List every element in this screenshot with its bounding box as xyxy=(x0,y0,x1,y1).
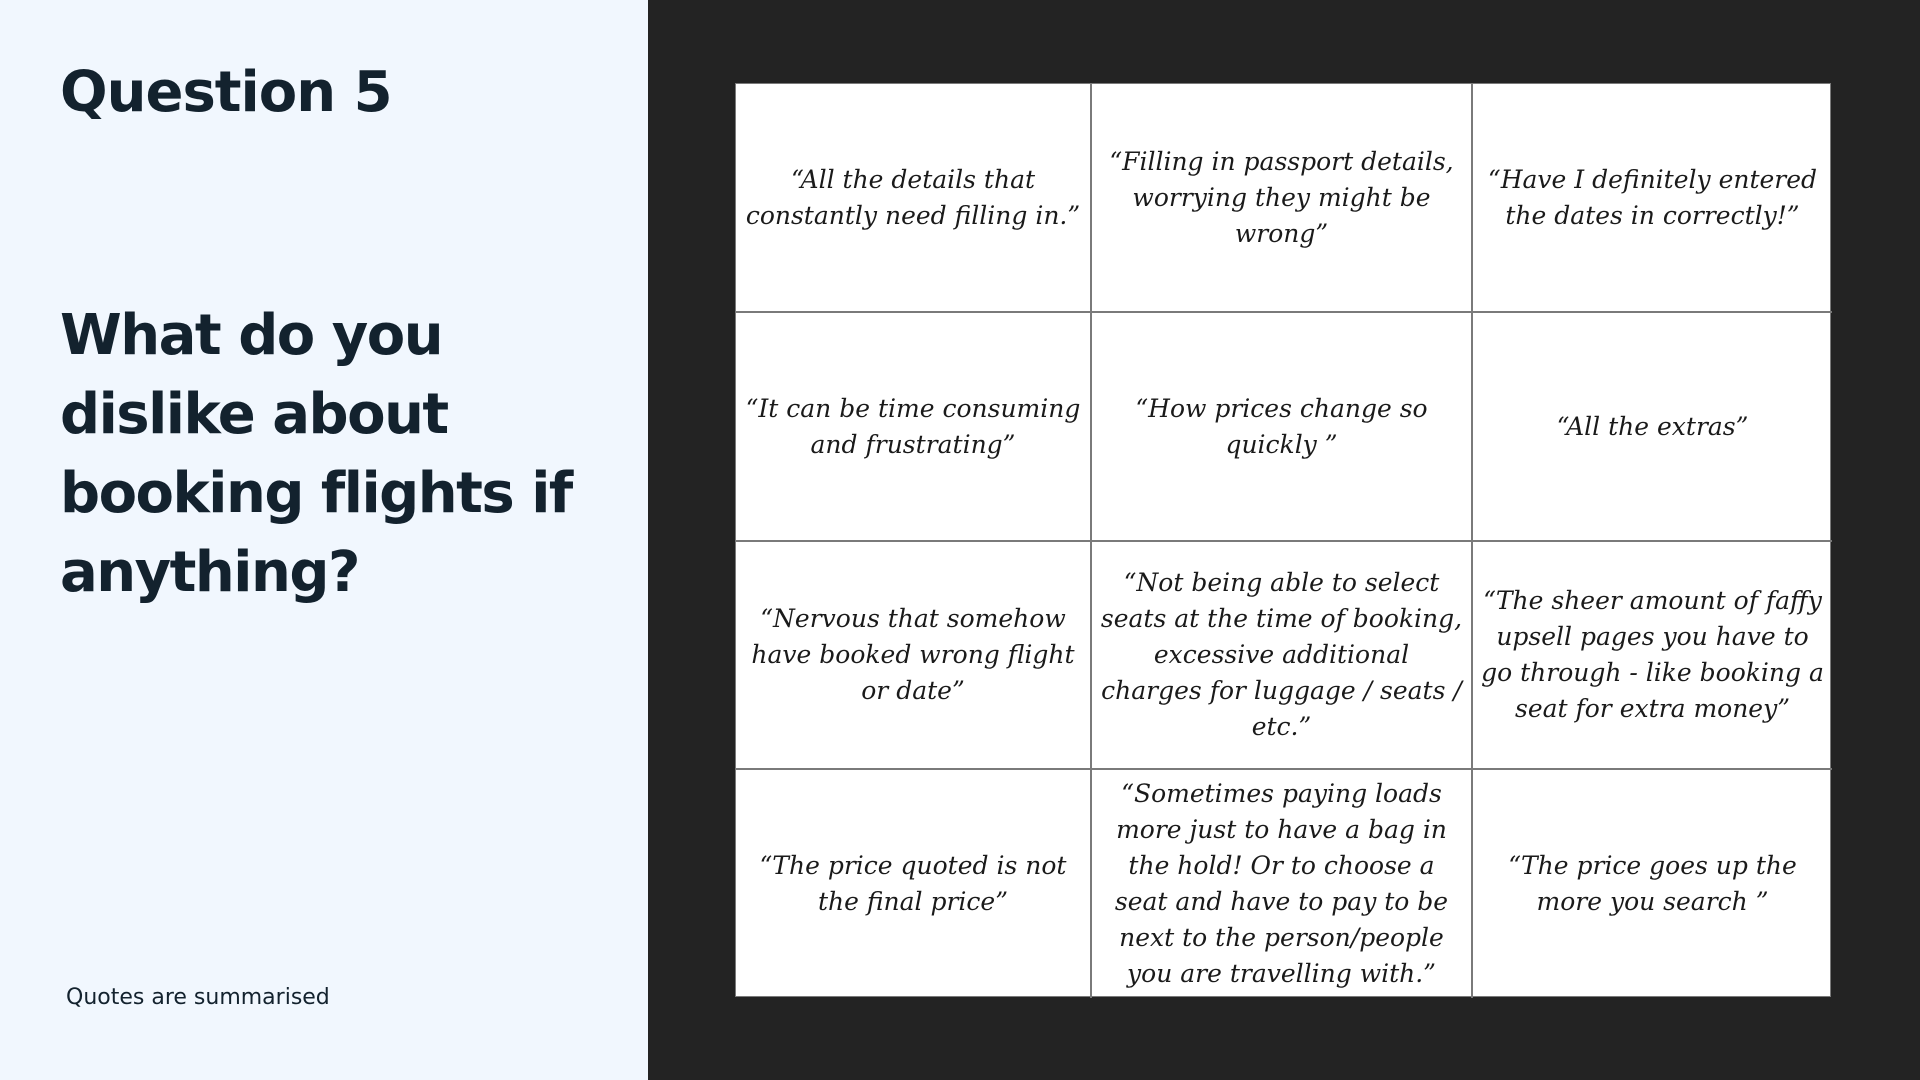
quote-grid xyxy=(735,83,1831,997)
quote-text: “The price quoted is not the final price” xyxy=(759,851,1067,916)
quote-text: “All the extras” xyxy=(1556,411,1749,441)
quote-text: “Nervous that somehow have booked wrong flight or date” xyxy=(751,604,1075,705)
quote-text: “All the details that constantly need filling in.” xyxy=(745,164,1081,230)
quote-cell xyxy=(1092,84,1473,313)
left-panel xyxy=(0,0,648,1080)
quote-text: “It can be time consuming and frustrating” xyxy=(745,393,1081,459)
quote-cell xyxy=(1092,770,1473,998)
footnote: Quotes are summarised xyxy=(66,985,330,1010)
quote-cell xyxy=(1092,313,1473,542)
slide-label: Question 5 xyxy=(60,60,392,125)
quote-cell xyxy=(1473,770,1832,998)
quote-text: “The price goes up the more you search ” xyxy=(1508,851,1797,916)
quote-cell xyxy=(1473,84,1832,313)
quote-text: “How prices change so quickly ” xyxy=(1135,393,1428,459)
quote-cell xyxy=(1473,542,1832,770)
quote-text: “Have I definitely entered the dates in correctly!” xyxy=(1487,164,1818,230)
quote-text: “Not being able to select seats at the time of booking, excessive additional charges for luggage / seats / etc.” xyxy=(1100,568,1463,741)
quote-cell xyxy=(1092,542,1473,770)
quote-text: “The sheer amount of faffy upsell pages you have to go through - like booking a seat for extra money” xyxy=(1481,586,1824,723)
quote-text: “Filling in passport details, worrying they might be wrong” xyxy=(1109,146,1454,248)
question-heading: What do you dislike about booking flights if anything? xyxy=(60,303,572,605)
quote-cell xyxy=(736,313,1092,542)
quote-text: “Sometimes paying loads more just to have a bag in the hold! Or to choose a seat and have to pay to be next to the person/people you are travelling with.” xyxy=(1114,779,1449,988)
quote-cell xyxy=(1473,313,1832,542)
quote-cell xyxy=(736,770,1092,998)
quote-cell xyxy=(736,542,1092,770)
quote-cell xyxy=(736,84,1092,313)
